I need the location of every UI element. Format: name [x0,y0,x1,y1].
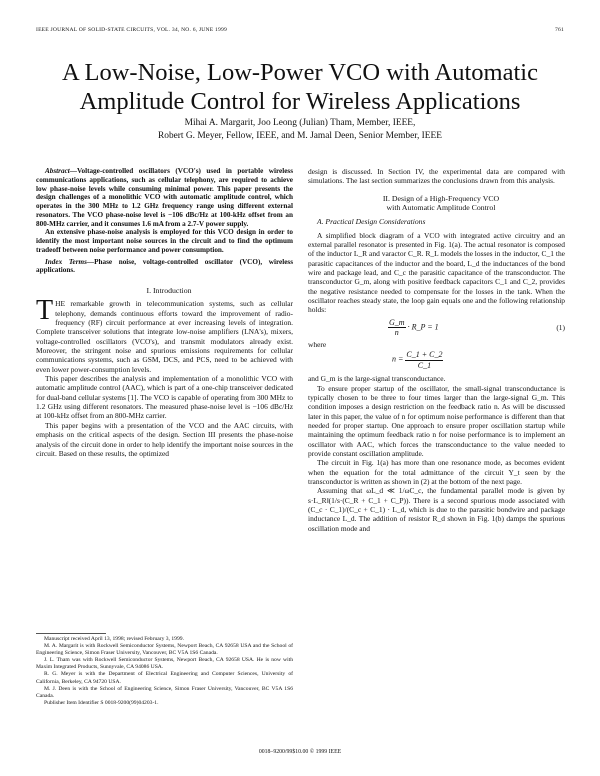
right-paragraph-5: Assuming that ωL_d ≪ 1/ωC_c, the fundamental parallel mode is given by s·L_R‖(1/s·(C_R + C_1 + C_P)). There is a second spurious mode associated with (C_c · C_1)/(C_c + C_1) · L_d, which is due to the parasitic bondwire and package inductance L_d. The addition of resistor R_d shown in Fig. 1(b) damps the spurious oscillation mode and [308,486,565,533]
intro-paragraph-3: This paper begins with a presentation of the VCO and the AAC circuits, with emphasis on the critical aspects of the design. Section III presents the phase-noise analysis of the circuit done in order to help identify the important noise sources in the circuit. Based on these results, the optimized [36,420,293,458]
right-paragraph-1: A simplified block diagram of a VCO with integrated active circuitry and an external parallel resonator is presented in Fig. 1(a). The actual resonator is composed of the inductor L_R and varactor C_R. R_L models the losses in the inductor, C_1 the parasitic capacitances of the inductor and the board, L_d the inductances of the bond wire and package lead, and C_c the parasitic capacitance of the transconductor. The transconductor G_m, along with positive feedback capacitors C_1 and C_2, provides the negative resistance needed to compensate for the losses in the tank. When the oscillator reaches steady state, the loop gain equals one and the following relationship holds: [308,230,565,315]
right-paragraph-0: design is discussed. In Section IV, the experimental data are compared with simulations. The last section summarizes the conclusions drawn from this analysis. [308,167,565,186]
section-2-line-2: with Automatic Amplitude Control [386,203,496,213]
intro-paragraph-1 [36,295,293,374]
right-column [308,167,565,533]
right-paragraph-2: and G_m is the large-signal transconductance. [308,374,446,384]
right-paragraph-3: To ensure proper startup of the oscillator, the small-signal transconductance is typically chosen to be three to four times larger than the large-signal G_m. This condition imposes a design restriction on the feedback ratio n. As will be discussed later in this paper, the value of n for optimum noise performance is different than that needed for proper startup. One approach to ensure proper oscillation startup while maintaining the optimum feedback ratio n for noise performance is to implement an oscillator with AAC, which forces the transconductance to the value needed to provide constant oscillation amplitude. [308,383,565,458]
author-list [0,117,600,142]
intro-paragraph-1-text: HE remarkable growth in telecommunication systems, such as cellular telephony, demands continuous efforts toward the improvement of radio-frequency (RF) circuit performance at ever increasing levels of integration. Complete transceiver solutions that integrate low-noise amplifiers (LNA's), mixers, voltage-controlled oscillators (VCO's), and transmit modulators already exist. Moreover, the stringent noise and spurious emissions requirements for cellular communications systems, such as GSM, DCS, and PCS, need to be achieved with even lower power-consumption levels. [36,299,293,374]
equation-1 [308,318,565,340]
abstract-paragraph-2: An extensive phase-noise analysis is employed for this VCO design in order to identify the most important noise sources in the circuit and to find the optimum tradeoff between noise performance and power consumption. [36,228,293,254]
abstract-label: Abstract— [45,167,77,175]
footnotes [36,636,293,707]
index-terms: —Phase noise, voltage-controlled oscillator (VCO), wireless applications. [36,257,293,275]
section-2-line-1: II. Design of a High-Frequency VCO [382,193,500,203]
left-column [36,167,293,458]
index-terms-label: Index Terms [45,257,87,266]
running-header: IEEE JOURNAL OF SOLID-STATE CIRCUITS, VOL. 34, NO. 6, JUNE 1999 [36,27,227,33]
eq2-fraction [405,350,443,370]
eq2-lhs: n = [392,354,404,364]
eq1-rest: · R_P = 1 [407,322,439,332]
eq2-denominator: C_1 [417,360,432,370]
title-line-2: Amplitude Control for Wireless Applications [79,88,521,115]
intro-paragraph-2: This paper describes the analysis and implementation of a monolithic VCO with automatic amplitude control (AAC), which is part of a one-chip transceiver dedicated for dual-band cellular systems [1]. The VCO is capable of operating from 300 MHz to 1.2 GHz using different resonators. The measured phase-noise level is −106 dBc/Hz at 100-kHz offset from an 800-MHz carrier. [36,374,293,421]
authors-line-2: Robert G. Meyer, Fellow, IEEE, and M. Jamal Deen, Senior Member, IEEE [158,130,442,141]
eq1-label: (1) [556,322,565,332]
copyright-line: 0018–9200/99$10.00 © 1999 IEEE [258,749,342,755]
where-text: where [308,339,327,349]
eq1-denominator: n [394,328,399,338]
page-number: 761 [555,27,564,33]
drop-cap: T [36,295,54,327]
right-paragraph-4: The circuit in Fig. 1(a) has more than one resonance mode, as becomes evident when the equation for the total admittance of the circuit Y_t seen by the transconductor is written as shown in (2) at the bottom of the next page. [308,458,565,486]
eq1-fraction [388,318,406,338]
footnote-rule [36,633,106,634]
authors-line-1: Mihai A. Margarit, Joo Leong (Julian) Tham, Member, IEEE, [184,118,416,128]
footnote: M. A. Margarit is with Rockwell Semiconductor Systems, Newport Beach, CA 92658 USA and the School of Engineering Science, Simon Fraser University, Vancouver, BC V5A 1S6 Canada. [36,643,293,657]
footnote: Manuscript received April 13, 1998; revised February 3, 1999. [44,636,184,642]
subsection-heading: A. Practical Design Considerations [317,217,426,227]
paper-title [0,58,600,116]
section-heading-2 [308,194,565,213]
footnote: J. L. Tham was with Rockwell Semiconductor Systems, Newport Beach, CA 92658 USA. He is now with Maxim Integrated Products, Sunnyvale, CA 94086 USA. [36,657,293,671]
eq2-numerator: C_1 + C_2 [406,350,443,360]
section-heading-intro: I. Introduction [146,286,192,295]
title-line-1: A Low-Noise, Low-Power VCO with Automatic [62,59,538,86]
abstract [36,167,293,275]
footnote: Publisher Item Identifier S 0018-9200(99)04203-1. [44,699,159,706]
footnote: R. G. Meyer is with the Department of Electrical Engineering and Computer Sciences, University of California, Berkeley, CA 94720 USA. [36,671,293,685]
equation-2 [308,350,565,374]
abstract-paragraph-1: Voltage-controlled oscillators (VCO's) used in portable wireless communications applications, such as cellular telephony, are required to achieve low phase-noise levels while consuming minimal power. This paper presents the design challenges of a monolithic VCO with automatic amplitude control, which operates in the 300 MHz to 1.2 GHz frequency range using different external resonators. The VCO phase-noise level is −106 dBc/Hz at 100-kHz offset from an 800-MHz carrier, and it consumes 1.6 mA from a 2.7-V power supply. [36,167,293,228]
footnote: M. J. Deen is with the School of Engineering Science, Simon Fraser University, Vancouver, BC V5A 1S6 Canada. [36,685,293,699]
eq1-numerator: G_m [389,317,405,327]
